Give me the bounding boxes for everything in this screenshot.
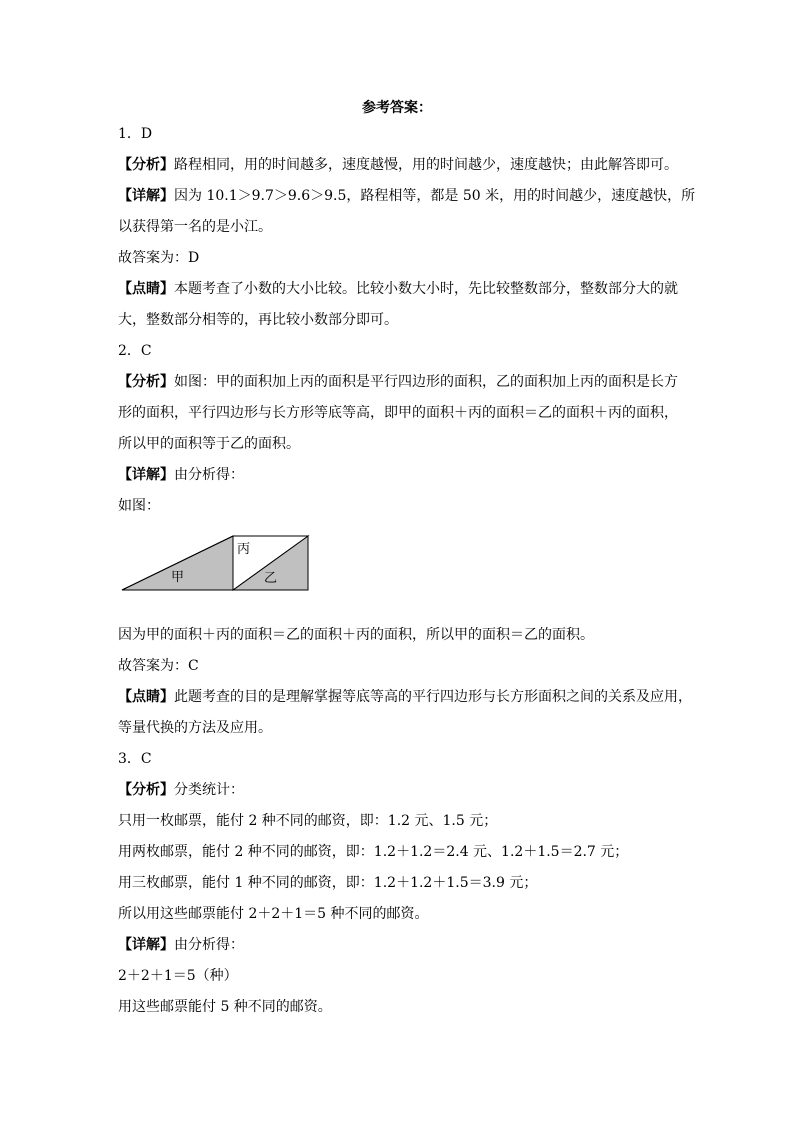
q3-detail-tag: 【详解】 bbox=[118, 937, 174, 953]
area-figure bbox=[118, 524, 678, 620]
q2-comment-text-2: 等量代换的方法及应用。 bbox=[118, 720, 272, 736]
q2-answer: 故答案为：C bbox=[118, 658, 199, 674]
q3-analysis-text: 分类统计： bbox=[174, 782, 244, 798]
answer-content bbox=[118, 119, 696, 1023]
q1-comment-tag: 【点睛】 bbox=[118, 281, 174, 297]
q1-detail bbox=[118, 181, 696, 212]
q3-number: 3．C bbox=[118, 751, 152, 767]
label-jia: 甲 bbox=[171, 570, 185, 585]
q3-analysis bbox=[118, 775, 678, 806]
q1-detail-text-2: 以获得第一名的是小江。 bbox=[118, 219, 272, 235]
q3-detail-text: 由分析得： bbox=[174, 937, 244, 953]
q2-detail-tag: 【详解】 bbox=[118, 467, 174, 483]
q2-detail bbox=[118, 460, 678, 491]
q3-analysis-tag: 【分析】 bbox=[118, 782, 174, 798]
q1-detail-text-1: 因为 10.1＞9.7＞9.6＞9.5，路程相等，都是 50 米，用的时间越少，速度越快，所 bbox=[174, 188, 696, 204]
q1-comment-text-2: 大，整数部分相等的，再比较小数部分即可。 bbox=[118, 312, 398, 328]
q2-analysis-text-2: 形的面积，平行四边形与长方形等底等高，即甲的面积＋丙的面积＝乙的面积＋丙的面积， bbox=[118, 405, 678, 421]
q1-comment bbox=[118, 274, 678, 305]
q3-case-1: 只用一枚邮票，能付 2 种不同的邮资，即：1.2 元、1.5 元； bbox=[118, 813, 498, 829]
q1-detail-tag: 【详解】 bbox=[118, 188, 174, 204]
q2-number: 2．C bbox=[118, 343, 152, 359]
q2-comment-text-1: 此题考查的目的是理解掌握等底等高的平行四边形与长方形面积之间的关系及应用， bbox=[174, 689, 692, 705]
q1-analysis-tag: 【分析】 bbox=[118, 157, 174, 173]
q2-comment bbox=[118, 682, 692, 713]
q2-analysis bbox=[118, 367, 678, 398]
page-title: 参考答案： bbox=[362, 100, 432, 116]
area-figure-svg bbox=[121, 524, 311, 592]
q1-answer: 故答案为：D bbox=[118, 250, 200, 266]
q2-analysis-text-3: 所以甲的面积等于乙的面积。 bbox=[118, 436, 300, 452]
q2-detail-text: 由分析得： bbox=[174, 467, 244, 483]
q2-conclusion: 因为甲的面积＋丙的面积＝乙的面积＋丙的面积，所以甲的面积＝乙的面积。 bbox=[118, 627, 594, 643]
q3-equation: 2＋2＋1＝5（种） bbox=[118, 968, 238, 984]
q3-case-2: 用两枚邮票，能付 2 种不同的邮资，即：1.2＋1.2＝2.4 元、1.2＋1.5＝2.7 元； bbox=[118, 844, 629, 860]
q3-final: 用这些邮票能付 5 种不同的邮资。 bbox=[118, 999, 332, 1015]
label-yi: 乙 bbox=[264, 571, 278, 586]
q2-comment-tag: 【点睛】 bbox=[118, 689, 174, 705]
q2-figure-intro: 如图： bbox=[118, 498, 160, 514]
q2-analysis-text-1: 如图：甲的面积加上丙的面积是平行四边形的面积，乙的面积加上丙的面积是长方 bbox=[174, 374, 678, 390]
q3-summary: 所以用这些邮票能付 2＋2＋1＝5 种不同的邮资。 bbox=[118, 906, 429, 922]
q3-detail bbox=[118, 930, 678, 961]
label-bing: 丙 bbox=[237, 542, 251, 557]
q1-analysis-text: 路程相同，用的时间越多，速度越慢，用的时间越少，速度越快；由此解答即可。 bbox=[174, 157, 678, 173]
q1-analysis bbox=[118, 150, 678, 181]
q2-analysis-tag: 【分析】 bbox=[118, 374, 174, 390]
q1-number: 1．D bbox=[118, 126, 153, 142]
q3-case-3: 用三枚邮票，能付 1 种不同的邮资，即：1.2＋1.2＋1.5＝3.9 元； bbox=[118, 875, 538, 891]
q1-comment-text-1: 本题考查了小数的大小比较。比较小数大小时，先比较整数部分，整数部分大的就 bbox=[174, 281, 678, 297]
